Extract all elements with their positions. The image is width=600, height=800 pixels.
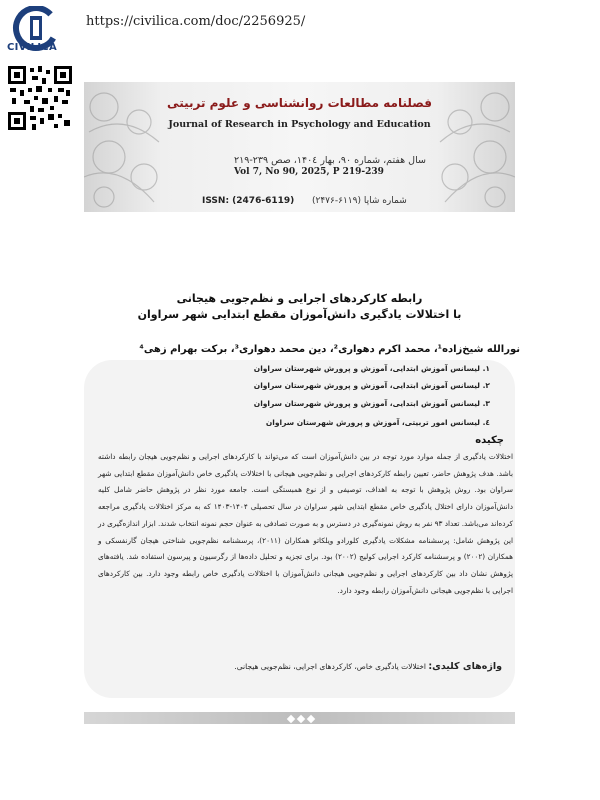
- keywords-text: اختلالات یادگیری خاص، کارکردهای اجرایی، نظم‌جویی هیجانی.: [234, 662, 426, 671]
- keywords: [234, 661, 502, 672]
- article-title-line-2: با اختلالات یادگیری دانش‌آموزان مقطع ابتدایی شهر سراوان: [137, 308, 462, 321]
- keywords-label: واژه‌های کلیدی:: [428, 661, 502, 672]
- volume-fa: سال هفتم، شماره ۹۰، بهار ۱۴۰٤، صص ۲۳۹-۲۱۹: [234, 155, 426, 166]
- logo-text: CIVILICA: [6, 42, 58, 53]
- abstract-heading: چکیده: [475, 435, 504, 446]
- authors: نورالله شیخ‌زاده¹، محمد اکرم دهواری²، دین محمد دهواری³، برکت بهرام زهی⁴: [139, 344, 520, 355]
- affiliation-2: ۲. لیسانس آموزش ابتدایی، آموزش و پرورش شهرستان سراوان: [253, 381, 490, 390]
- document-url[interactable]: https://civilica.com/doc/2256925/: [86, 14, 306, 29]
- abstract-text: اختلالات یادگیری از جمله موارد مورد توجه در بین دانش‌آموزان است که می‌تواند با کارکردهای اجرایی و نظم‌جویی هیجان رابطه داشته باشد. هدف پژوهش حاضر، تعیین رابطه کارکردهای اجرایی و نظم‌جویی هیجانی با اختلالات یادگیری خاص دانش‌آموزان مقطع ابتدایی شهر سراوان بود. روش پژوهش با توجه به اهداف، توصیفی و از نوع همبستگی است. جامعه مورد نظر در پژوهش حاضر شامل کلیه دانش‌آموزان دارای اختلال یادگیری خاص مقطع ابتدایی شهر سراوان در سال تحصیلی ۱۴۰۴-۱۴۰۳ که به مرکز اختلالات یادگیری مراجعه کرده‌اند می‌باشد. تعداد ۹۳ نفر به روش نمونه‌گیری در دسترس و به صورت تصادفی به عنوان حجم نمونه انتخاب شدند. ابزار اندازه‌گیری در این پژوهش شامل: پرسشنامه مشکلات یادگیری کلورادو ویلکاتو همکاران (۲۰۱۱)، پرسشنامه نظم‌جویی شناختی هیجان گارنفسکی و همکاران (۲۰۰۲) و پرسشنامه کارکرد اجرایی کولیج (۲۰۰۲) بود. برای تجزیه و تحلیل داده‌ها از رگرسیون و پیرسون استفاده شد. یافته‌های پژوهش نشان داد بین کارکردهای اجرایی و نظم‌جویی هیجانی دانش‌آموزان با اختلالات یادگیری خاص رابطه وجود دارد. بین کارکردهای اجرایی با نظم‌جویی هیجانی دانش‌آموزان رابطه وجود دارد.: [98, 452, 514, 595]
- journal-title-en: Journal of Research in Psychology and Education: [168, 119, 431, 130]
- article-title-line-1: رابطه کارکردهای اجرایی و نظم‌جویی هیجانی: [176, 292, 423, 305]
- qr-code-icon: [8, 66, 72, 130]
- affiliation-3: ۳. لیسانس آموزش ابتدایی، آموزش و پرورش شهرستان سراوان: [253, 399, 490, 408]
- volume-en: Vol 7, No 90, 2025, P 219-239: [234, 167, 384, 177]
- issn-fa: شماره شاپا (۶۱۱۹-۲۴۷۶): [312, 196, 407, 206]
- journal-title-fa: فصلنامه مطالعات روانشناسی و علوم تربیتی: [167, 96, 432, 110]
- journal-header: [84, 82, 515, 212]
- issn-en: ISSN: (2476-6119): [202, 196, 295, 206]
- affiliation-4: ٤. لیسانس امور تربیتی، آموزش و پرورش شهرستان سراوان: [265, 418, 490, 427]
- affiliation-1: ۱. لیسانس آموزش ابتدایی، آموزش و پرورش شهرستان سراوان: [253, 364, 490, 373]
